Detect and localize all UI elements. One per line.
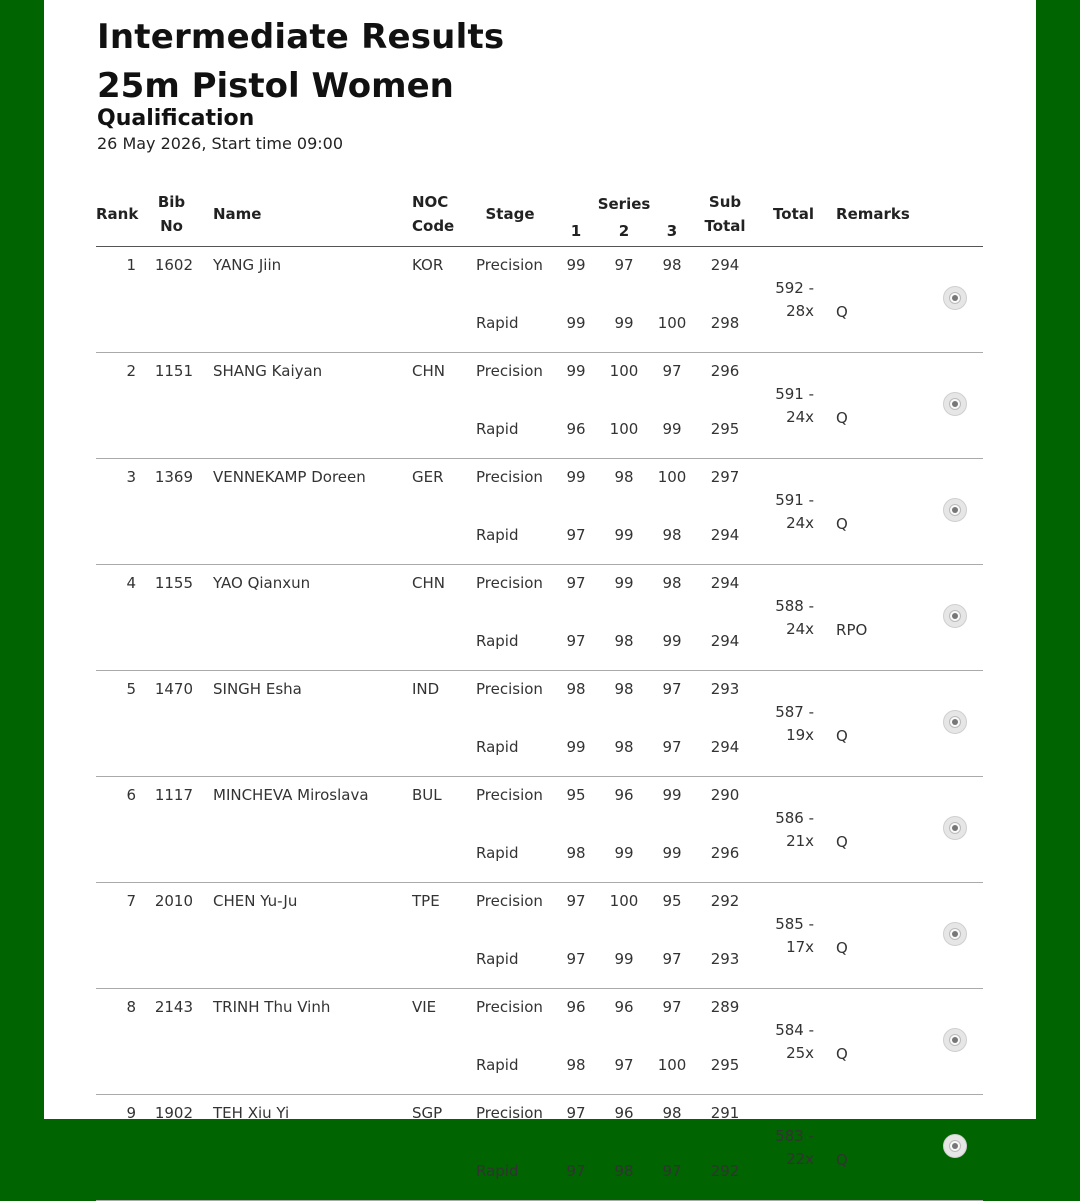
series-3-cell: 100 [648,1035,696,1095]
remark-label: Q [836,514,848,533]
remarks-cell [820,1095,927,1201]
series-2-cell: 96 [614,1104,634,1122]
series-1-cell: 99 [552,717,600,777]
total-cell [754,989,820,1095]
total-score: 586 - [775,808,815,827]
target-button[interactable] [927,777,983,883]
col-stage: Stage [468,182,552,247]
subtotal-cell: 289 [710,998,740,1016]
col-subtotal-line2: Total [704,217,746,235]
total-cell [754,247,820,353]
target-button[interactable] [927,989,983,1095]
series-3-cell: 99 [648,611,696,671]
total-score: 591 - [775,384,815,403]
col-bib-line1: Bib [157,193,186,211]
subtotal-cell: 297 [710,468,740,486]
stage-cell: Precision [476,998,543,1016]
total-inner-tens: 21x [786,831,815,850]
series-1-cell: 97 [552,611,600,671]
series-1-cell: 96 [566,998,586,1016]
athlete-row-precision [96,247,983,294]
series-2-cell: 100 [600,399,648,459]
target-icon[interactable] [943,604,967,628]
noc-code: VIE [406,989,468,1095]
event-title: 25m Pistol Women [97,66,454,106]
col-rank: Rank [96,182,142,247]
bib-cell: 1470 [142,671,201,777]
athlete-row-precision [96,777,983,824]
rank-cell: 3 [96,459,142,565]
bib-cell: 1602 [142,247,201,353]
series-2-cell: 96 [614,998,634,1016]
total-inner-tens: 28x [786,301,815,320]
remark-label: Q [836,726,848,745]
target-button[interactable] [927,353,983,459]
stage-cell: Rapid [468,399,552,459]
athlete-name: MINCHEVA Miroslava [201,777,406,883]
total-inner-tens: 19x [786,725,815,744]
athlete-row-precision [96,459,983,506]
col-name: Name [201,182,406,247]
remarks-cell [820,671,927,777]
total-cell [754,565,820,671]
series-1-cell: 98 [552,823,600,883]
series-1-cell: 97 [566,574,586,592]
target-icon[interactable] [943,922,967,946]
series-3-cell: 97 [662,998,682,1016]
total-inner-tens: 25x [786,1043,815,1062]
stage-cell: Precision [476,786,543,804]
series-2-cell: 98 [614,468,634,486]
athlete-row-precision [96,989,983,1036]
total-cell [754,1095,820,1201]
series-2-cell: 98 [614,680,634,698]
col-bib [142,182,201,247]
col-noc-line1: NOC [412,193,449,211]
target-icon[interactable] [943,710,967,734]
stage-cell: Precision [476,362,543,380]
date-time: 26 May 2026, Start time 09:00 [97,134,344,153]
series-3-cell: 100 [657,468,687,486]
series-1-cell: 98 [552,1035,600,1095]
athlete-row-precision [96,353,983,400]
total-cell [754,883,820,989]
total-score: 587 - [775,702,815,721]
series-1-cell: 99 [566,362,586,380]
target-button[interactable] [927,565,983,671]
series-3-cell: 97 [648,929,696,989]
rank-cell: 1 [96,247,142,353]
col-icon [927,182,983,247]
stage-cell: Rapid [468,611,552,671]
athlete-name: TRINH Thu Vinh [201,989,406,1095]
series-2-cell: 97 [614,256,634,274]
series-3-cell: 98 [662,256,682,274]
total-inner-tens: 22x [786,1149,815,1168]
athlete-row-precision [96,883,983,930]
stage-cell: Rapid [468,1141,552,1201]
athlete-name: SINGH Esha [201,671,406,777]
series-3-cell: 95 [662,892,682,910]
stage-cell: Precision [476,1104,543,1122]
athlete-row-precision [96,565,983,612]
series-1-cell: 97 [552,1141,600,1201]
col-total: Total [754,182,820,247]
subtotal-cell: 294 [710,574,740,592]
noc-code: SGP [406,1095,468,1201]
results-table [96,182,983,1201]
stage-cell: Precision [476,892,543,910]
col-remarks: Remarks [820,182,927,247]
series-1-cell: 95 [566,786,586,804]
col-noc-line2: Code [412,217,455,235]
bib-cell: 1369 [142,459,201,565]
col-subtotal [696,182,754,247]
noc-code: KOR [406,247,468,353]
bib-cell: 1117 [142,777,201,883]
total-score: 583 - [775,1126,815,1145]
total-cell [754,777,820,883]
series-2-cell: 98 [600,611,648,671]
stage-cell: Precision [476,680,543,698]
series-3-cell: 98 [662,1104,682,1122]
remarks-cell [820,459,927,565]
series-1-cell: 99 [566,256,586,274]
series-3-cell: 99 [648,399,696,459]
series-3-cell: 97 [648,717,696,777]
total-score: 585 - [775,914,815,933]
remarks-cell [820,565,927,671]
remark-label: Q [836,832,848,851]
remark-label: Q [836,1044,848,1063]
series-2-cell: 100 [609,362,639,380]
series-1-cell: 98 [566,680,586,698]
total-score: 584 - [775,1020,815,1039]
subtotal-cell: 298 [696,293,754,353]
series-2-cell: 98 [600,717,648,777]
series-3-cell: 98 [662,574,682,592]
stage-cell: Rapid [468,717,552,777]
series-2-cell: 99 [614,574,634,592]
stage-cell: Rapid [468,823,552,883]
stage-cell: Rapid [468,293,552,353]
subtotal-cell: 292 [710,892,740,910]
noc-code: IND [406,671,468,777]
remark-label: Q [836,302,848,321]
rank-cell: 8 [96,989,142,1095]
remark-label: RPO [836,620,868,639]
remarks-cell [820,247,927,353]
subtotal-cell: 295 [696,399,754,459]
col-series-1: 1 [552,216,600,247]
series-2-cell: 97 [600,1035,648,1095]
series-2-cell: 99 [600,929,648,989]
subtotal-cell: 294 [696,505,754,565]
bib-cell: 1155 [142,565,201,671]
series-1-cell: 97 [552,505,600,565]
target-icon[interactable] [943,392,967,416]
subtotal-cell: 294 [696,717,754,777]
target-icon[interactable] [943,498,967,522]
target-icon[interactable] [943,1028,967,1052]
series-2-cell: 99 [600,505,648,565]
subtotal-cell: 296 [696,823,754,883]
remarks-cell [820,353,927,459]
col-series-2: 2 [600,216,648,247]
subtotal-cell: 290 [710,786,740,804]
noc-code: CHN [406,565,468,671]
series-3-cell: 100 [648,293,696,353]
remarks-cell [820,777,927,883]
athlete-name: VENNEKAMP Doreen [201,459,406,565]
athlete-name: TEH Xiu Yi [201,1095,406,1201]
series-3-cell: 98 [648,505,696,565]
subtotal-cell: 291 [710,1104,740,1122]
col-series: Series [597,195,651,213]
target-icon[interactable] [943,1134,967,1158]
target-button[interactable] [927,459,983,565]
series-1-cell: 96 [552,399,600,459]
series-2-cell: 96 [614,786,634,804]
series-3-cell: 99 [648,823,696,883]
bib-cell: 1151 [142,353,201,459]
series-3-cell: 97 [648,1141,696,1201]
series-3-cell: 97 [662,362,682,380]
stage-cell: Rapid [468,505,552,565]
subtotal-cell: 296 [710,362,740,380]
total-cell [754,459,820,565]
rank-cell: 2 [96,353,142,459]
rank-cell: 6 [96,777,142,883]
rank-cell: 7 [96,883,142,989]
athlete-name: YANG Jiin [201,247,406,353]
stage-cell: Precision [476,574,543,592]
subtotal-cell: 292 [696,1141,754,1201]
remarks-cell [820,883,927,989]
remarks-cell [820,989,927,1095]
series-3-cell: 97 [662,680,682,698]
total-cell [754,353,820,459]
bib-cell: 2010 [142,883,201,989]
remark-label: Q [836,408,848,427]
stage-cell: Rapid [468,929,552,989]
subtotal-cell: 294 [710,256,740,274]
results-header [97,14,504,155]
rank-cell: 9 [96,1095,142,1201]
series-1-cell: 97 [566,1104,586,1122]
total-inner-tens: 17x [786,937,815,956]
rank-cell: 4 [96,565,142,671]
athlete-name: SHANG Kaiyan [201,353,406,459]
total-score: 588 - [775,596,815,615]
noc-code: CHN [406,353,468,459]
athlete-name: YAO Qianxun [201,565,406,671]
col-series-3: 3 [648,216,696,247]
target-button[interactable] [927,1095,983,1201]
target-button[interactable] [927,247,983,353]
noc-code: TPE [406,883,468,989]
series-3-cell: 99 [662,786,682,804]
total-inner-tens: 24x [786,407,815,426]
bib-cell: 2143 [142,989,201,1095]
subtotal-cell: 294 [696,611,754,671]
results-body [96,247,983,1201]
series-1-cell: 97 [552,929,600,989]
col-bib-line2: No [160,217,183,235]
results-page [44,0,1036,1180]
stage-cell: Precision [476,256,543,274]
rank-cell: 5 [96,671,142,777]
page-title: Intermediate Results [97,17,505,57]
stage-cell: Precision [476,468,543,486]
series-2-cell: 99 [600,823,648,883]
noc-code: GER [406,459,468,565]
remark-label: Q [836,1150,848,1169]
phase-title: Qualification [97,106,255,131]
total-inner-tens: 24x [786,513,815,532]
total-score: 591 - [775,490,815,509]
subtotal-cell: 293 [710,680,740,698]
series-1-cell: 97 [566,892,586,910]
series-2-cell: 99 [600,293,648,353]
stage-cell: Rapid [468,1035,552,1095]
col-subtotal-line1: Sub [708,193,742,211]
athlete-row-precision [96,671,983,718]
target-button[interactable] [927,671,983,777]
series-1-cell: 99 [552,293,600,353]
athlete-name: CHEN Yu-Ju [201,883,406,989]
noc-code: BUL [406,777,468,883]
remark-label: Q [836,938,848,957]
total-score: 592 - [775,278,815,297]
bib-cell: 1902 [142,1095,201,1201]
athlete-row-precision [96,1095,983,1142]
target-icon[interactable] [943,286,967,310]
series-1-cell: 99 [566,468,586,486]
total-inner-tens: 24x [786,619,815,638]
subtotal-cell: 295 [696,1035,754,1095]
col-noc [406,182,468,247]
subtotal-cell: 293 [696,929,754,989]
total-cell [754,671,820,777]
series-2-cell: 100 [609,892,639,910]
target-icon[interactable] [943,816,967,840]
target-button[interactable] [927,883,983,989]
series-2-cell: 98 [600,1141,648,1201]
